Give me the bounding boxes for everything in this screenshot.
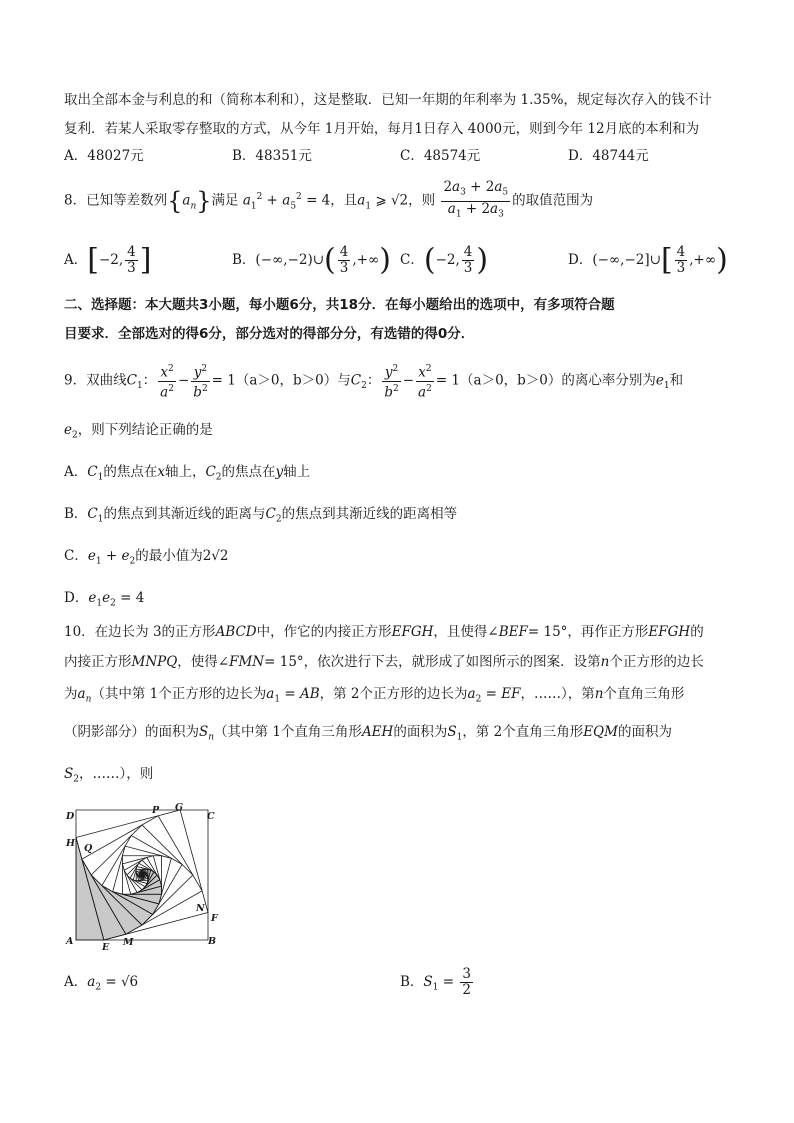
section-2-heading-cont: 目要求．全部选对的得6分，部分选对的得部分分，有选错的得0分． — [64, 326, 475, 342]
label-f: F — [211, 913, 218, 924]
q9-option-d: D．$e_1e_2 = 4$ — [64, 590, 145, 609]
q7-option-b: B．48351元 — [232, 148, 312, 164]
label-n: N — [196, 903, 205, 914]
q7-option-a: A．48027元 — [64, 148, 144, 164]
label-p: P — [152, 805, 160, 816]
q7-option-c: C．48574元 — [400, 148, 481, 164]
q10-line5: $S_2$，……），则 — [64, 766, 154, 785]
q8-stem: 8．已知等差数列$\{a_n\}$满足 $a_1^2 + a_5^2 = 4$，且$a_1$ ⩾ √2，则 $\frac{2a_3 + 2a_5}{a_1 + 2a_3}$ 的取值范围为 — [64, 179, 594, 220]
label-e: E — [102, 942, 110, 952]
q10-option-a: A．$a_2 = √6$ — [64, 974, 139, 993]
q8-option-b: B．(−∞,−2)∪( $\frac{4}{3}$ ,+∞) — [232, 242, 391, 278]
q9-option-a: A．$C_1$的焦点在x轴上，$C_2$的焦点在y轴上 — [64, 464, 311, 483]
q10-option-b: B．$S_1$ = $\frac{3}{2}$ — [400, 966, 471, 998]
q7-line1: 取出全部本金与利息的和（简称本利和），这是整取．已知一年期的年利率为 1.35%，规定每次存入的钱不计 — [64, 92, 712, 108]
q8-option-c: C．(−2, $\frac{4}{3}$ ) — [400, 242, 489, 278]
label-q: Q — [84, 843, 93, 854]
label-b: B — [208, 936, 217, 947]
q10-line1: 10．在边长为 3的正方形ABCD中，作它的内接正方形EFGH，且使得∠BEF= 15°，再作正方形EFGH的 — [64, 624, 704, 640]
label-g: G — [175, 802, 184, 813]
q9-stem-cont: $e_2$，则下列结论正确的是 — [64, 422, 213, 441]
q10-line2: 内接正方形MNPQ，使得∠FMN= 15°，依次进行下去，就形成了如图所示的图案．设第n个正方形的边长 — [64, 654, 704, 670]
q9-option-c: C．$e_1 + e_2$的最小值为2√2 — [64, 548, 229, 567]
q7-line2: 复利．若某人采取零存整取的方式，从今年 1月开始，每月1日存入 4000元，则到今年 12月底的本利和为 — [64, 121, 700, 137]
section-2-heading: 二、选择题：本大题共3小题，每小题6分，共18分．在每小题给出的选项中，有多项符合题 — [64, 297, 615, 313]
q10-line4: （阴影部分）的面积为$S_n$（其中第 1个直角三角形AEH的面积为$S_1$，第 2个直角三角形EQM的面积为 — [64, 724, 672, 743]
label-m: M — [123, 937, 134, 948]
q9-stem: 9．双曲线$C_1$： $\frac{x^2}{a^2}$ − $\frac{y^2}{b^2}$ = 1（a＞0，b＞0）与$C_2$： $\frac{y^2}{b^2}$ − $\frac{x^2}{a^2}$ = 1（a＞0，b＞0）的离心率分别为$e_1$和 — [64, 364, 684, 400]
label-h: H — [66, 838, 75, 849]
q7-option-d: D．48744元 — [568, 148, 649, 164]
q10-line3: 为$a_n$（其中第 1个正方形的边长为$a_1$ = AB，第 2个正方形的边长为$a_2$ = EF，……），第n个直角三角形 — [64, 686, 685, 705]
label-c: C — [207, 811, 215, 822]
q8-option-d: D．(−∞,−2]∪[ $\frac{4}{3}$ ,+∞) — [568, 242, 728, 278]
q8-option-a: A．[−2, $\frac{4}{3}$ ] — [64, 242, 152, 278]
label-d: D — [66, 811, 75, 822]
q9-option-b: B．$C_1$的焦点到其渐近线的距离与$C_2$的焦点到其渐近线的距离相等 — [64, 506, 458, 525]
label-a: A — [66, 936, 74, 947]
nested-squares-figure — [62, 800, 224, 952]
